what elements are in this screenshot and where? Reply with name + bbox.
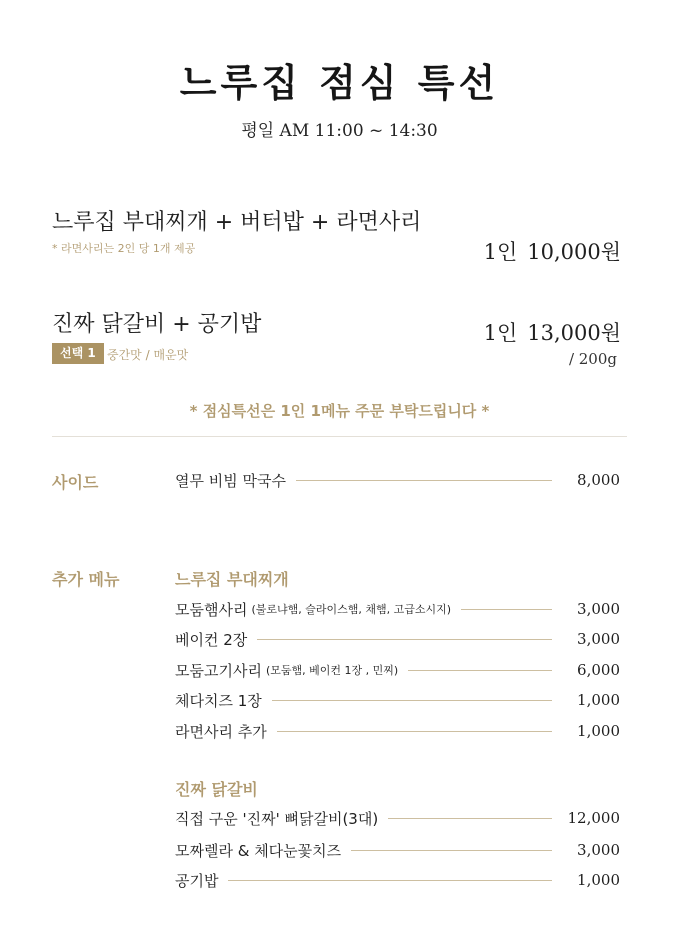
- menu-row: [175, 628, 620, 650]
- menu-row: [175, 869, 620, 891]
- lunch-set-2-amount: 13,000원: [527, 321, 621, 345]
- menu-item-name: 모둠고기사리: [175, 661, 262, 680]
- menu-item-name: 모짜렐라 & 체다눈꽃치즈: [175, 841, 342, 860]
- menu-item-price: 8,000: [577, 471, 620, 489]
- lunch-set-1-name: 느루집 부대찌개 + 버터밥 + 라면사리: [52, 210, 422, 235]
- dotted-leader: [408, 670, 552, 671]
- dotted-leader: [388, 818, 552, 819]
- lunch-set-1-note: * 라면사리는 2인 당 1개 제공: [52, 242, 196, 255]
- page-title: 느루집 점심 특선: [179, 61, 500, 105]
- menu-row: [175, 469, 620, 491]
- lunch-set-2-name: 진짜 닭갈비 + 공기밥: [52, 312, 262, 337]
- menu-item-price: 3,000: [577, 841, 620, 859]
- menu-item-price: 3,000: [577, 600, 620, 618]
- menu-item-price: 6,000: [577, 661, 620, 679]
- menu-item-name: 체다치즈 1장: [175, 691, 262, 710]
- menu-row: [175, 689, 620, 711]
- lunch-set-2-price: [484, 317, 621, 347]
- menu-item-price: 3,000: [577, 630, 620, 648]
- dotted-leader: [257, 639, 552, 640]
- menu-item-name: 베이컨 2장: [175, 630, 248, 649]
- addon-section-label: 추가 메뉴: [52, 570, 120, 589]
- menu-row: [175, 598, 620, 620]
- lunch-set-1-price: [484, 236, 621, 266]
- dotted-leader: [296, 480, 552, 481]
- menu-item-name: 공기밥: [175, 871, 219, 890]
- dotted-leader: [228, 880, 552, 881]
- dotted-leader: [277, 731, 552, 732]
- menu-item-name: 직접 구운 '진짜' 뼈닭갈비(3대): [175, 809, 379, 828]
- lunch-set-2-serving: 1인: [483, 321, 518, 345]
- menu-row: [175, 807, 620, 829]
- lunch-set-1-amount: 10,000원: [527, 240, 621, 264]
- menu-item-name: 라면사리 추가: [175, 722, 267, 741]
- side-section-label: 사이드: [52, 473, 99, 492]
- menu-item-price: 1,000: [577, 691, 620, 709]
- addon-group-title-budae: 느루집 부대찌개: [175, 570, 289, 589]
- order-notice: * 점심특선은 1인 1메뉴 주문 부탁드립니다 *: [189, 402, 490, 420]
- menu-item-price: 1,000: [577, 722, 620, 740]
- menu-item-detail: (불로냐햄, 슬라이스햄, 채햄, 고급소시지): [251, 603, 452, 616]
- dotted-leader: [461, 609, 552, 610]
- menu-row: [175, 839, 620, 861]
- lunch-hours: 평일 AM 11:00 ~ 14:30: [241, 121, 438, 141]
- lunch-set-1-serving: 1인: [483, 240, 518, 264]
- menu-row: [175, 720, 620, 742]
- dotted-leader: [272, 700, 552, 701]
- option-choices: 중간맛 / 매운맛: [107, 348, 189, 362]
- lunch-set-2-weight: / 200g: [568, 350, 617, 368]
- option-badge: 선택 1: [52, 343, 104, 364]
- menu-item-price: 12,000: [567, 809, 620, 827]
- menu-row: [175, 659, 620, 681]
- menu-item-detail: (모둠햄, 베이컨 1장 , 민찌): [265, 664, 399, 677]
- menu-item-name: 열무 비빔 막국수: [175, 471, 286, 490]
- menu-item-name: 모둠햄사리: [175, 600, 248, 619]
- addon-group-title-dakgalbi: 진짜 닭갈비: [175, 780, 258, 799]
- menu-item-price: 1,000: [577, 871, 620, 889]
- dotted-leader: [351, 850, 552, 851]
- section-divider: [52, 436, 627, 437]
